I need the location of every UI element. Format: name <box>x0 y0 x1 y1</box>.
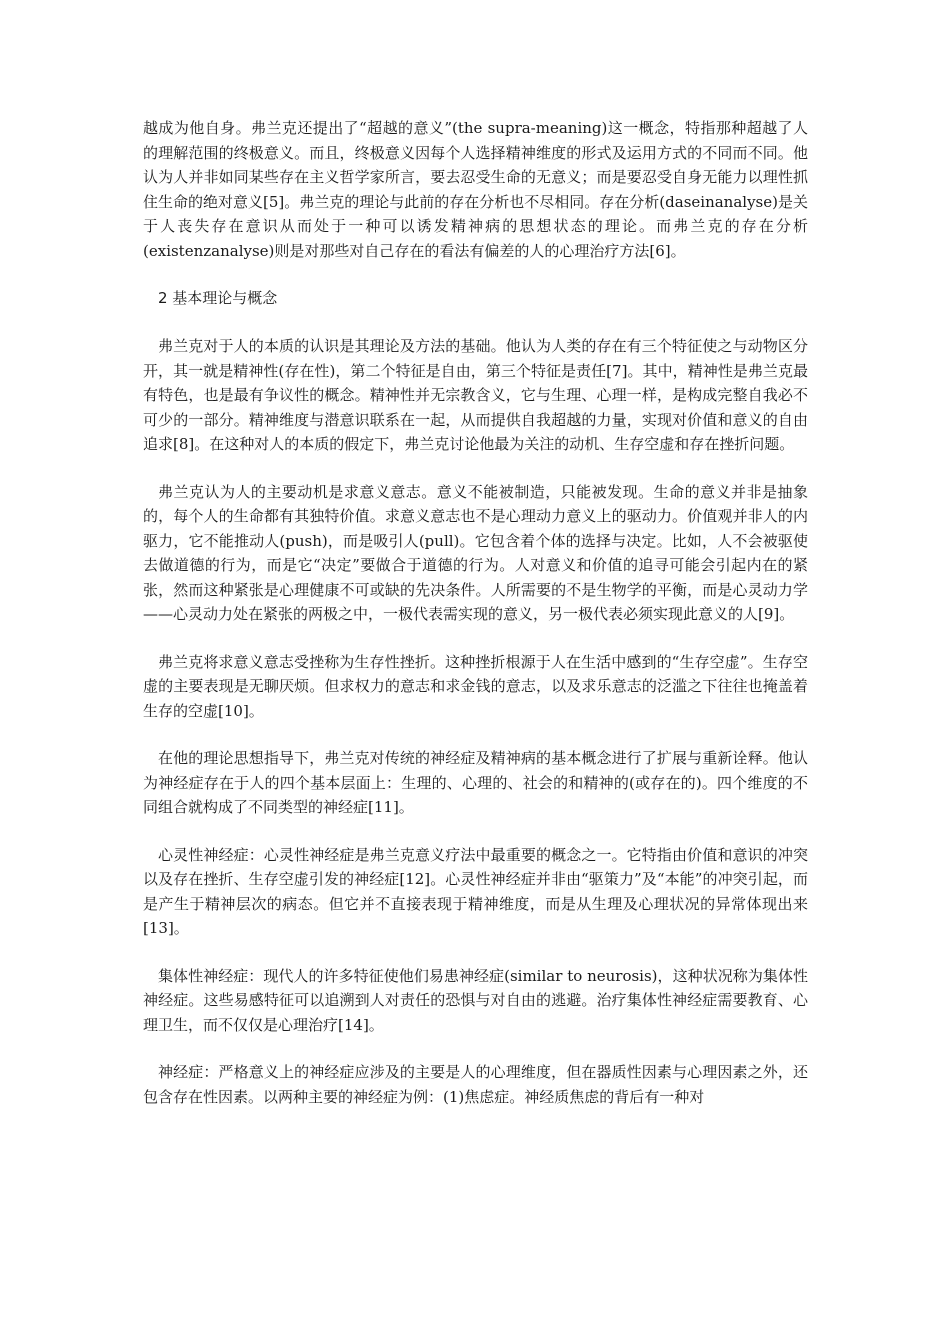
paragraph-human-nature: 弗兰克对于人的本质的认识是其理论及方法的基础。他认为人类的存在有三个特征使之与动物区分开，其一就是精神性(存在性)，第二个特征是自由，第三个特征是责任[7]。其中，精神性是弗兰克最有特色，也是最有争议性的概念。精神性并无宗教含义，它与生理、心理一样，是构成完整自我必不可少的一部分。精神维度与潜意识联系在一起，从而提供自我超越的力量，实现对价值和意义的自由追求[8]。在这种对人的本质的假定下，弗兰克讨论他最为关注的动机、生存空虚和存在挫折问题。 <box>143 337 808 453</box>
paragraph-existential-frustration: 弗兰克将求意义意志受挫称为生存性挫折。这种挫折根源于人在生活中感到的“生存空虚”。生存空虚的主要表现是无聊厌烦。但求权力的意志和求金钱的意志，以及求乐意志的泛滥之下往往也掩盖着生存的空虚[10]。 <box>143 652 808 720</box>
paragraph-neurosis-concepts: 在他的理论思想指导下，弗兰克对传统的神经症及精神病的基本概念进行了扩展与重新诠释。他认为神经症存在于人的四个基本层面上：生理的、心理的、社会的和精神的(或存在的)。四个维度的不同组合就构成了不同类型的神经症[11]。 <box>143 749 808 816</box>
paragraph-intro-continued: 越成为他自身。弗兰克还提出了“超越的意义”(the supra-meaning)这一概念，特指那种超越了人的理解范围的终极意义。而且，终极意义因每个人选择精神维度的形式及运用方式的不同而不同。他认为人并非如同某些存在主义哲学家所言，要去忍受生命的无意义；而是要忍受自身无能力以理性抓住生命的绝对意义[5]。弗兰克的理论与此前的存在分析也不尽相同。存在分析(daseinanalyse)是关于人丧失存在意识从而处于一种可以诱发精神病的思想状态的理论。而弗兰克的存在分析(existenzanalyse)则是对那些对自己存在的看法有偏差的人的心理治疗方法[6]。 <box>143 119 808 260</box>
paragraph-noogenic-neurosis: 心灵性神经症：心灵性神经症是弗兰克意义疗法中最重要的概念之一。它特指由价值和意识的冲突以及存在挫折、生存空虚引发的神经症[12]。心灵性神经症并非由“驱策力”及“本能”的冲突引起，而是产生于精神层次的病态。但它并不直接表现于精神维度，而是从生理及心理状况的异常体现出来[13]。 <box>143 845 808 937</box>
section-heading: 2 基本理论与概念 <box>158 289 278 307</box>
paragraph-collective-neurosis: 集体性神经症：现代人的许多特征使他们易患神经症(similar to neurosis)，这种状况称为集体性神经症。这些易感特征可以追溯到人对责任的恐惧与对自由的逃避。治疗集体性神经症需要教育、心理卫生，而不仅仅是心理治疗[14]。 <box>143 966 808 1034</box>
document-body <box>143 116 808 1132</box>
paragraph-will-to-meaning: 弗兰克认为人的主要动机是求意义意志。意义不能被制造，只能被发现。生命的意义并非是抽象的，每个人的生命都有其独特价值。求意义意志也不是心理动力意义上的驱动力。价值观并非人的内驱力，它不能推动人(push)，而是吸引人(pull)。它包含着个体的选择与决定。比如，人不会被驱使去做道德的行为，而是它“决定”要做合于道德的行为。人对意义和价值的追寻可能会引起内在的紧张，然而这种紧张是心理健康不可或缺的先决条件。人所需要的不是生物学的平衡，而是心灵动力学——心灵动力处在紧张的两极之中，一极代表需实现的意义，另一极代表必须实现此意义的人[9]。 <box>143 482 808 623</box>
paragraph-neurosis: 神经症：严格意义上的神经症应涉及的主要是人的心理维度，但在器质性因素与心理因素之外，还包含存在性因素。以两种主要的神经症为例：(1)焦虑症。神经质焦虑的背后有一种对 <box>143 1063 808 1106</box>
